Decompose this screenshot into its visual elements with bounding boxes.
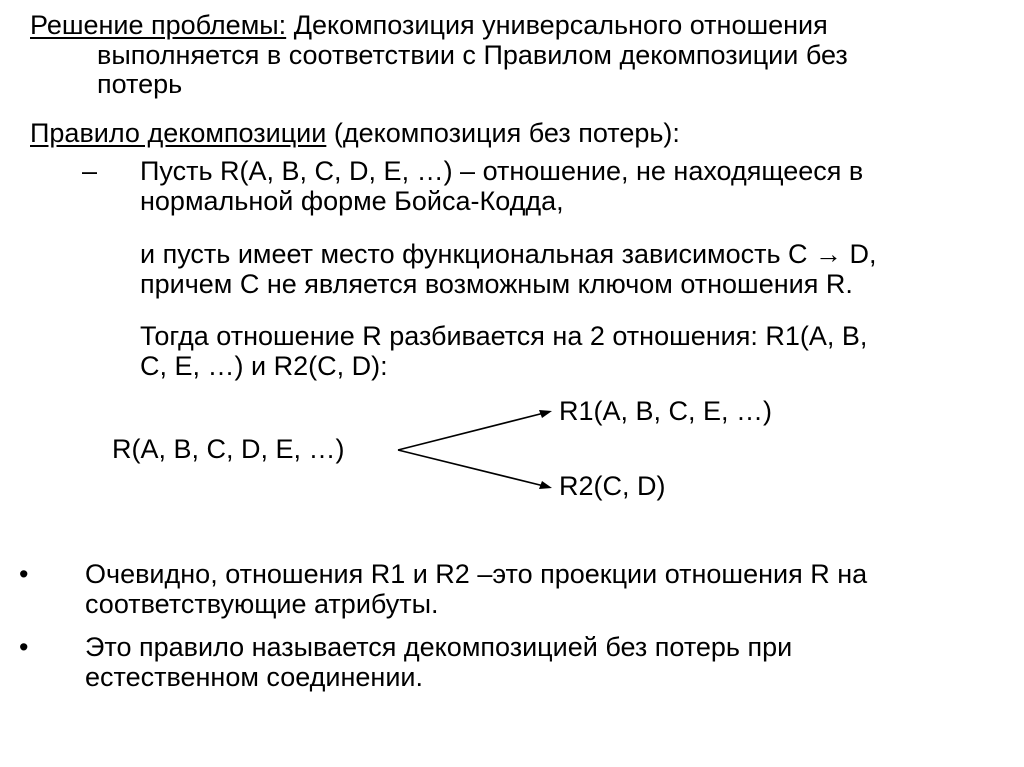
bullet2-line2: естественном соединении.: [85, 662, 424, 692]
problem-solution-line3: потерь: [97, 69, 183, 99]
problem-solution-line2: выполняется в соответствии с Правилом декомпозиции без: [97, 40, 848, 70]
diagram-target-r1: R1(A, B, C, E, …): [559, 396, 773, 426]
bullet-marker-1: •: [19, 559, 29, 589]
sub-p3-line1: Тогда отношение R разбивается на 2 отношения: R1(A, B,: [140, 321, 868, 351]
problem-solution-text: Декомпозиция универсального отношения: [293, 10, 828, 40]
sub-p1-line2: нормальной форме Бойса-Кодда,: [140, 186, 564, 216]
rule-rest: (декомпозиция без потерь):: [333, 118, 680, 148]
diagram-source-r: R(A, B, C, D, E, …): [112, 434, 345, 464]
bullet1-line1: Очевидно, отношения R1 и R2 –это проекции отношения R на: [85, 559, 868, 589]
diagram-target-r2: R2(C, D): [559, 471, 666, 501]
rule-label: Правило декомпозиции: [30, 118, 327, 148]
bullet-marker-2: •: [19, 632, 29, 662]
arrow-to-r2: [398, 450, 552, 489]
sub-p3-line2: C, E, …) и R2(C, D):: [140, 351, 388, 381]
problem-solution-label: Решение проблемы:: [30, 10, 287, 40]
problem-solution-line1: [30, 10, 828, 40]
arrow-to-r1: [398, 410, 552, 450]
sub-p2-line2: причем C не является возможным ключом отношения R.: [140, 269, 853, 299]
bullet1-line2: соответствующие атрибуты.: [85, 589, 439, 619]
dash-marker: –: [82, 156, 98, 186]
arrowhead-r1-icon: [539, 410, 552, 418]
arrowhead-r2-icon: [539, 481, 552, 489]
sub-p2-line1: и пусть имеет место функциональная зависимость C → D,: [140, 239, 877, 269]
rule-heading: [30, 118, 680, 148]
bullet2-line1: Это правило называется декомпозицией без потерь при: [85, 632, 793, 662]
sub-p1-line1: Пусть R(A, B, C, D, E, …) – отношение, не находящееся в: [140, 156, 864, 186]
